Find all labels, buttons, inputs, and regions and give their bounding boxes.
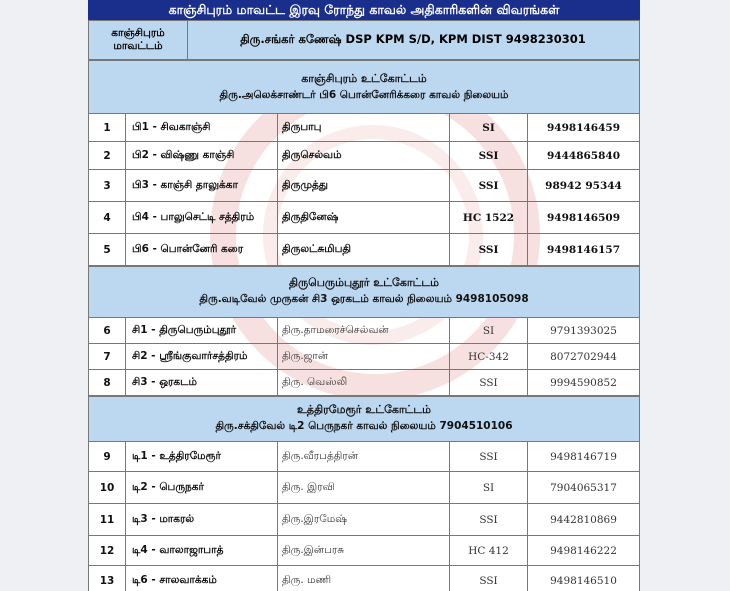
section-header-kanchipuram bbox=[88, 60, 640, 114]
officer-rank: SSI bbox=[450, 170, 528, 202]
station-name: டி4 - வாலாஜாபாத் bbox=[126, 536, 278, 566]
officer-rank: SSI bbox=[450, 566, 528, 591]
officer-name: திரு.தாமரைச்செல்வன் bbox=[278, 318, 450, 344]
phone-number: 9791393025 bbox=[528, 318, 640, 344]
officer-name: திருமுத்து bbox=[278, 170, 450, 202]
phone-number: 9994590852 bbox=[528, 370, 640, 396]
phone-number: 9498146222 bbox=[528, 536, 640, 566]
phone-number: 9444865840 bbox=[528, 142, 640, 170]
officer-name: திரு.ஜான் bbox=[278, 344, 450, 370]
phone-number: 9498146510 bbox=[528, 566, 640, 591]
officer-name: திருலட்சுமிபதி bbox=[278, 234, 450, 266]
table-row bbox=[88, 344, 640, 370]
station-name: டி2 - பெருநகர் bbox=[126, 472, 278, 504]
row-number: 3 bbox=[88, 170, 126, 202]
phone-number: 9498146509 bbox=[528, 202, 640, 234]
table-row bbox=[88, 318, 640, 344]
officer-rank: SSI bbox=[450, 442, 528, 472]
station-name: பி2 - விஷ்ணு காஞ்சி bbox=[126, 142, 278, 170]
phone-number: 9498146459 bbox=[528, 114, 640, 142]
station-name: சி2 - ஸ்ரீங்குவார்சத்திரம் bbox=[126, 344, 278, 370]
phone-number: 7904065317 bbox=[528, 472, 640, 504]
table-row bbox=[88, 234, 640, 266]
officer-name: திருதினேஷ் bbox=[278, 202, 450, 234]
officer-rank: SSI bbox=[450, 142, 528, 170]
officer-name: திரு.இன்பரசு bbox=[278, 536, 450, 566]
table-row bbox=[88, 442, 640, 472]
district-label bbox=[89, 21, 188, 59]
section-title: திருபெரும்புதூர் உட்கோட்டம் bbox=[288, 276, 440, 289]
station-name: பி6 - பொன்னேரி கரை bbox=[126, 234, 278, 266]
phone-number: 9498146719 bbox=[528, 442, 640, 472]
officer-rank: HC-342 bbox=[450, 344, 528, 370]
phone-number: 8072702944 bbox=[528, 344, 640, 370]
station-name: பி3 - காஞ்சி தாலுக்கா bbox=[126, 170, 278, 202]
station-name: பி4 - பாலுசெட்டி சத்திரம் bbox=[126, 202, 278, 234]
table-row bbox=[88, 536, 640, 566]
station-name: பி1 - சிவகாஞ்சி bbox=[126, 114, 278, 142]
section-subtitle: திரு.வடிவேல் முருகன் சி3 ஒரகடம் காவல் நிலையம் 9498105098 bbox=[199, 293, 529, 305]
row-number: 9 bbox=[88, 442, 126, 472]
station-name: சி1 - திருபெரும்புதூர் bbox=[126, 318, 278, 344]
officer-rank: SSI bbox=[450, 370, 528, 396]
officer-name: திரு.வீரபத்திரன் bbox=[278, 442, 450, 472]
station-name: டி3 - மாகரல் bbox=[126, 504, 278, 536]
phone-number: 98942 95344 bbox=[528, 170, 640, 202]
table-row bbox=[88, 370, 640, 396]
row-number: 11 bbox=[88, 504, 126, 536]
officer-name: திருபாபு bbox=[278, 114, 450, 142]
station-name: சி3 - ஒரகடம் bbox=[126, 370, 278, 396]
district-label-line2: மாவட்டம் bbox=[113, 40, 163, 52]
phone-number: 9498146157 bbox=[528, 234, 640, 266]
section-subtitle: திரு.சக்திவேல் டி2 பெருநகர் காவல் நிலையம் 7904510106 bbox=[215, 420, 513, 432]
officer-rank: SI bbox=[450, 318, 528, 344]
station-name: டி1 - உத்திரமேரூர் bbox=[126, 442, 278, 472]
officer-rank: SI bbox=[450, 114, 528, 142]
row-number: 6 bbox=[88, 318, 126, 344]
district-officer: திரு.சங்கர் கணேஷ் DSP KPM S/D, KPM DIST 9498230301 bbox=[240, 32, 586, 46]
officer-rank: SI bbox=[450, 472, 528, 504]
section-title: உத்திரமேரூர் உட்கோட்டம் bbox=[296, 403, 432, 416]
officer-rank: HC 412 bbox=[450, 536, 528, 566]
table-row bbox=[88, 566, 640, 591]
phone-number: 9442810869 bbox=[528, 504, 640, 536]
table-row bbox=[88, 114, 640, 142]
officer-rank: HC 1522 bbox=[450, 202, 528, 234]
row-number: 4 bbox=[88, 202, 126, 234]
officer-name: திரு.இரமேஷ் bbox=[278, 504, 450, 536]
officer-name: திரு. இரவி bbox=[278, 472, 450, 504]
officer-rank: SSI bbox=[450, 234, 528, 266]
station-name: டி6 - சாலவாக்கம் bbox=[126, 566, 278, 591]
row-number: 13 bbox=[88, 566, 126, 591]
officer-name: திரு. மணி bbox=[278, 566, 450, 591]
officer-rank: SSI bbox=[450, 504, 528, 536]
table-row bbox=[88, 170, 640, 202]
row-number: 2 bbox=[88, 142, 126, 170]
table-row bbox=[88, 504, 640, 536]
officer-name: திரு. வெஸ்லி bbox=[278, 370, 450, 396]
district-header-row bbox=[88, 20, 640, 60]
district-label-line1: காஞ்சிபுரம் bbox=[111, 27, 165, 39]
officer-name: திருசெல்வம் bbox=[278, 142, 450, 170]
document-page bbox=[88, 0, 640, 591]
row-number: 10 bbox=[88, 472, 126, 504]
section-subtitle: திரு.அலெக்சாண்டர் பி6 பொன்னேரிக்கரை காவல் நிலையம் bbox=[219, 89, 509, 101]
row-number: 5 bbox=[88, 234, 126, 266]
table-row bbox=[88, 472, 640, 504]
row-number: 8 bbox=[88, 370, 126, 396]
section-header-uthiramerur bbox=[88, 396, 640, 442]
section-header-sriperumbudur bbox=[88, 266, 640, 318]
row-number: 1 bbox=[88, 114, 126, 142]
document-title: காஞ்சிபுரம் மாவட்ட இரவு ரோந்து காவல் அதிகாரிகளின் விவரங்கள் bbox=[88, 0, 640, 20]
row-number: 7 bbox=[88, 344, 126, 370]
row-number: 12 bbox=[88, 536, 126, 566]
section-title: காஞ்சிபுரம் உட்கோட்டம் bbox=[301, 72, 427, 85]
table-row bbox=[88, 142, 640, 170]
table-row bbox=[88, 202, 640, 234]
